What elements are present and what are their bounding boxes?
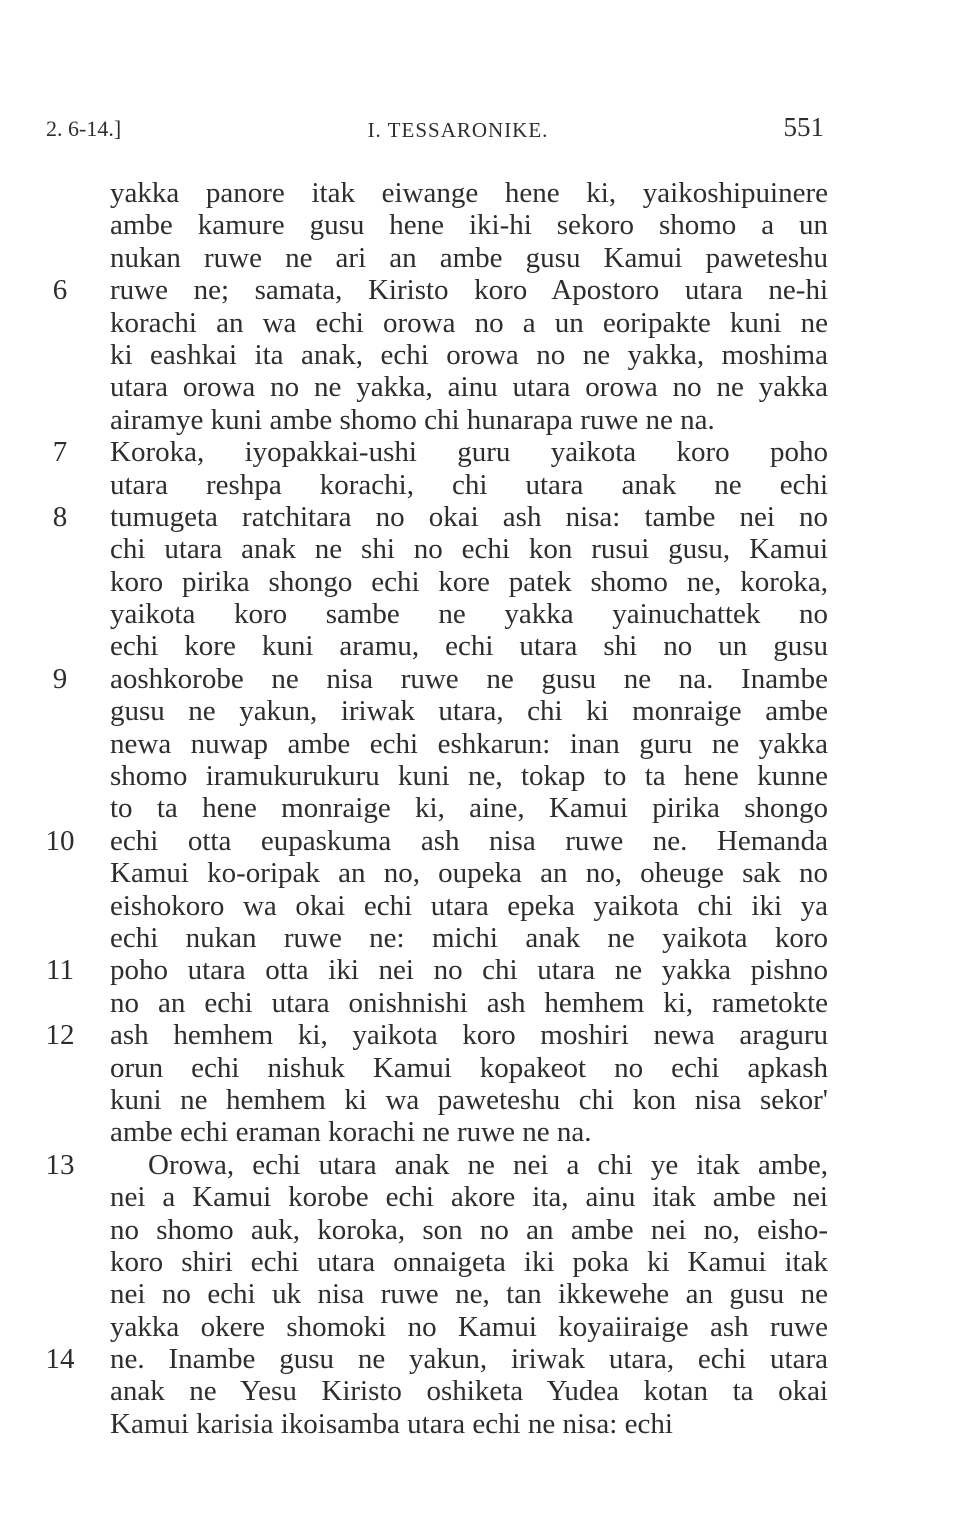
- line-text: Kamui ko-oripak an no, oupeka an no, oheuge sak no: [110, 857, 828, 890]
- verse-number: 13: [45, 1148, 75, 1181]
- line-text: newa nuwap ambe echi eshkarun: inan guru ne yakka: [110, 727, 828, 760]
- text-line: [0, 1246, 960, 1278]
- running-header: [46, 112, 826, 152]
- verse-number: 10: [45, 824, 75, 857]
- text-line: [0, 1052, 960, 1084]
- line-text: utara reshpa korachi, chi utara anak ne echi: [110, 468, 828, 501]
- line-text: Orowa, echi utara anak ne nei a chi ye itak ambe,: [148, 1148, 828, 1181]
- text-body: [0, 177, 960, 1440]
- line-text: ambe kamure gusu hene iki-hi sekoro shomo a un: [110, 209, 828, 242]
- line-text: ki eashkai ita anak, echi orowa no ne yakka, moshima: [110, 338, 828, 371]
- text-line: [0, 1375, 960, 1407]
- text-line: [0, 695, 960, 727]
- line-text: anak ne Yesu Kiristo oshiketa Yudea kotan ta okai: [110, 1375, 828, 1408]
- text-line: [0, 371, 960, 403]
- text-line: [0, 307, 960, 339]
- text-line: [0, 1019, 960, 1051]
- verse-number: 11: [46, 954, 74, 987]
- line-text: Kamui karisia ikoisamba utara echi ne nisa: echi: [110, 1407, 673, 1440]
- text-line: [0, 1149, 960, 1181]
- text-line: [0, 1278, 960, 1310]
- line-text: utara orowa no ne yakka, ainu utara orowa no ne yakka: [110, 371, 828, 404]
- text-line: [0, 760, 960, 792]
- text-line: [0, 825, 960, 857]
- text-line: [0, 339, 960, 371]
- text-line: [0, 663, 960, 695]
- text-line: [0, 954, 960, 986]
- verse-number: 8: [52, 500, 68, 533]
- line-text: chi utara anak ne shi no echi kon rusui gusu, Kamui: [110, 533, 828, 566]
- line-text: ambe echi eraman korachi ne ruwe ne na.: [110, 1116, 592, 1149]
- text-line: [0, 566, 960, 598]
- verse-number: 6: [52, 274, 68, 307]
- line-text: yaikota koro sambe ne yakka yainuchattek no: [110, 598, 828, 631]
- text-line: [0, 1084, 960, 1116]
- text-line: [0, 922, 960, 954]
- verse-number: 14: [45, 1343, 75, 1376]
- line-text: aoshkorobe ne nisa ruwe ne gusu ne na. Inambe: [110, 662, 828, 695]
- line-text: ash hemhem ki, yaikota koro moshiri newa araguru: [110, 1019, 828, 1052]
- verse-number: 12: [45, 1019, 75, 1052]
- line-text: ruwe ne; samata, Kiristo koro Apostoro utara ne-hi: [110, 274, 828, 307]
- line-text: echi nukan ruwe ne: michi anak ne yaikota koro: [110, 921, 828, 954]
- text-line: [0, 242, 960, 274]
- text-line: [0, 630, 960, 662]
- text-line: [0, 177, 960, 209]
- text-line: [0, 404, 960, 436]
- line-text: koro pirika shongo echi kore patek shomo ne, koroka,: [110, 565, 828, 598]
- line-text: nei a Kamui korobe echi akore ita, ainu itak ambe nei: [110, 1181, 828, 1214]
- line-text: shomo iramukurukuru kuni ne, tokap to ta hene kunne: [110, 760, 828, 793]
- line-text: korachi an wa echi orowa no a un eoripakte kuni ne: [110, 306, 828, 339]
- page-number: 551: [783, 112, 824, 142]
- text-line: [0, 501, 960, 533]
- text-line: [0, 987, 960, 1019]
- text-line: [0, 728, 960, 760]
- line-text: Koroka, iyopakkai-ushi guru yaikota koro poho: [110, 436, 828, 469]
- verse-number: 7: [52, 436, 68, 469]
- text-line: [0, 1116, 960, 1148]
- text-line: [0, 598, 960, 630]
- book-title: I. TESSARONIKE.: [367, 118, 549, 142]
- text-line: [0, 1343, 960, 1375]
- line-text: no an echi utara onishnishi ash hemhem ki, rametokte: [110, 986, 828, 1019]
- line-text: echi otta eupaskuma ash nisa ruwe ne. Hemanda: [110, 824, 828, 857]
- text-line: [0, 436, 960, 468]
- line-text: ne. Inambe gusu ne yakun, iriwak utara, echi utara: [110, 1343, 828, 1376]
- line-text: tumugeta ratchitara no okai ash nisa: tambe nei no: [110, 500, 828, 533]
- text-line: [0, 792, 960, 824]
- text-line: [0, 1181, 960, 1213]
- text-line: [0, 1214, 960, 1246]
- line-text: orun echi nishuk Kamui kopakeot no echi apkash: [110, 1051, 828, 1084]
- line-text: no shomo auk, koroka, son no an ambe nei no, eisho-: [110, 1213, 828, 1246]
- line-text: kuni ne hemhem ki wa paweteshu chi kon nisa sekor': [110, 1083, 828, 1116]
- line-text: airamye kuni ambe shomo chi hunarapa ruwe ne na.: [110, 403, 715, 436]
- text-line: [0, 274, 960, 306]
- line-text: to ta hene monraige ki, aine, Kamui pirika shongo: [110, 792, 828, 825]
- line-text: gusu ne yakun, iriwak utara, chi ki monraige ambe: [110, 695, 828, 728]
- chapter-verse-reference: 2. 6-14.]: [46, 116, 122, 141]
- text-line: [0, 890, 960, 922]
- line-text: yakka okere shomoki no Kamui koyaiiraige ash ruwe: [110, 1310, 828, 1343]
- line-text: echi kore kuni aramu, echi utara shi no un gusu: [110, 630, 828, 663]
- text-line: [0, 857, 960, 889]
- line-text: eishokoro wa okai echi utara epeka yaikota chi iki ya: [110, 889, 828, 922]
- text-line: [0, 1311, 960, 1343]
- line-text: nukan ruwe ne ari an ambe gusu Kamui paweteshu: [110, 241, 828, 274]
- line-text: poho utara otta iki nei no chi utara ne yakka pishno: [110, 954, 828, 987]
- text-line: [0, 533, 960, 565]
- line-text: koro shiri echi utara onnaigeta iki poka ki Kamui itak: [110, 1245, 828, 1278]
- text-line: [0, 469, 960, 501]
- text-line: [0, 1408, 960, 1440]
- text-line: [0, 209, 960, 241]
- line-text: nei no echi uk nisa ruwe ne, tan ikkewehe an gusu ne: [110, 1278, 828, 1311]
- verse-number: 9: [52, 662, 68, 695]
- line-text: yakka panore itak eiwange hene ki, yaikoshipuinere: [110, 177, 828, 209]
